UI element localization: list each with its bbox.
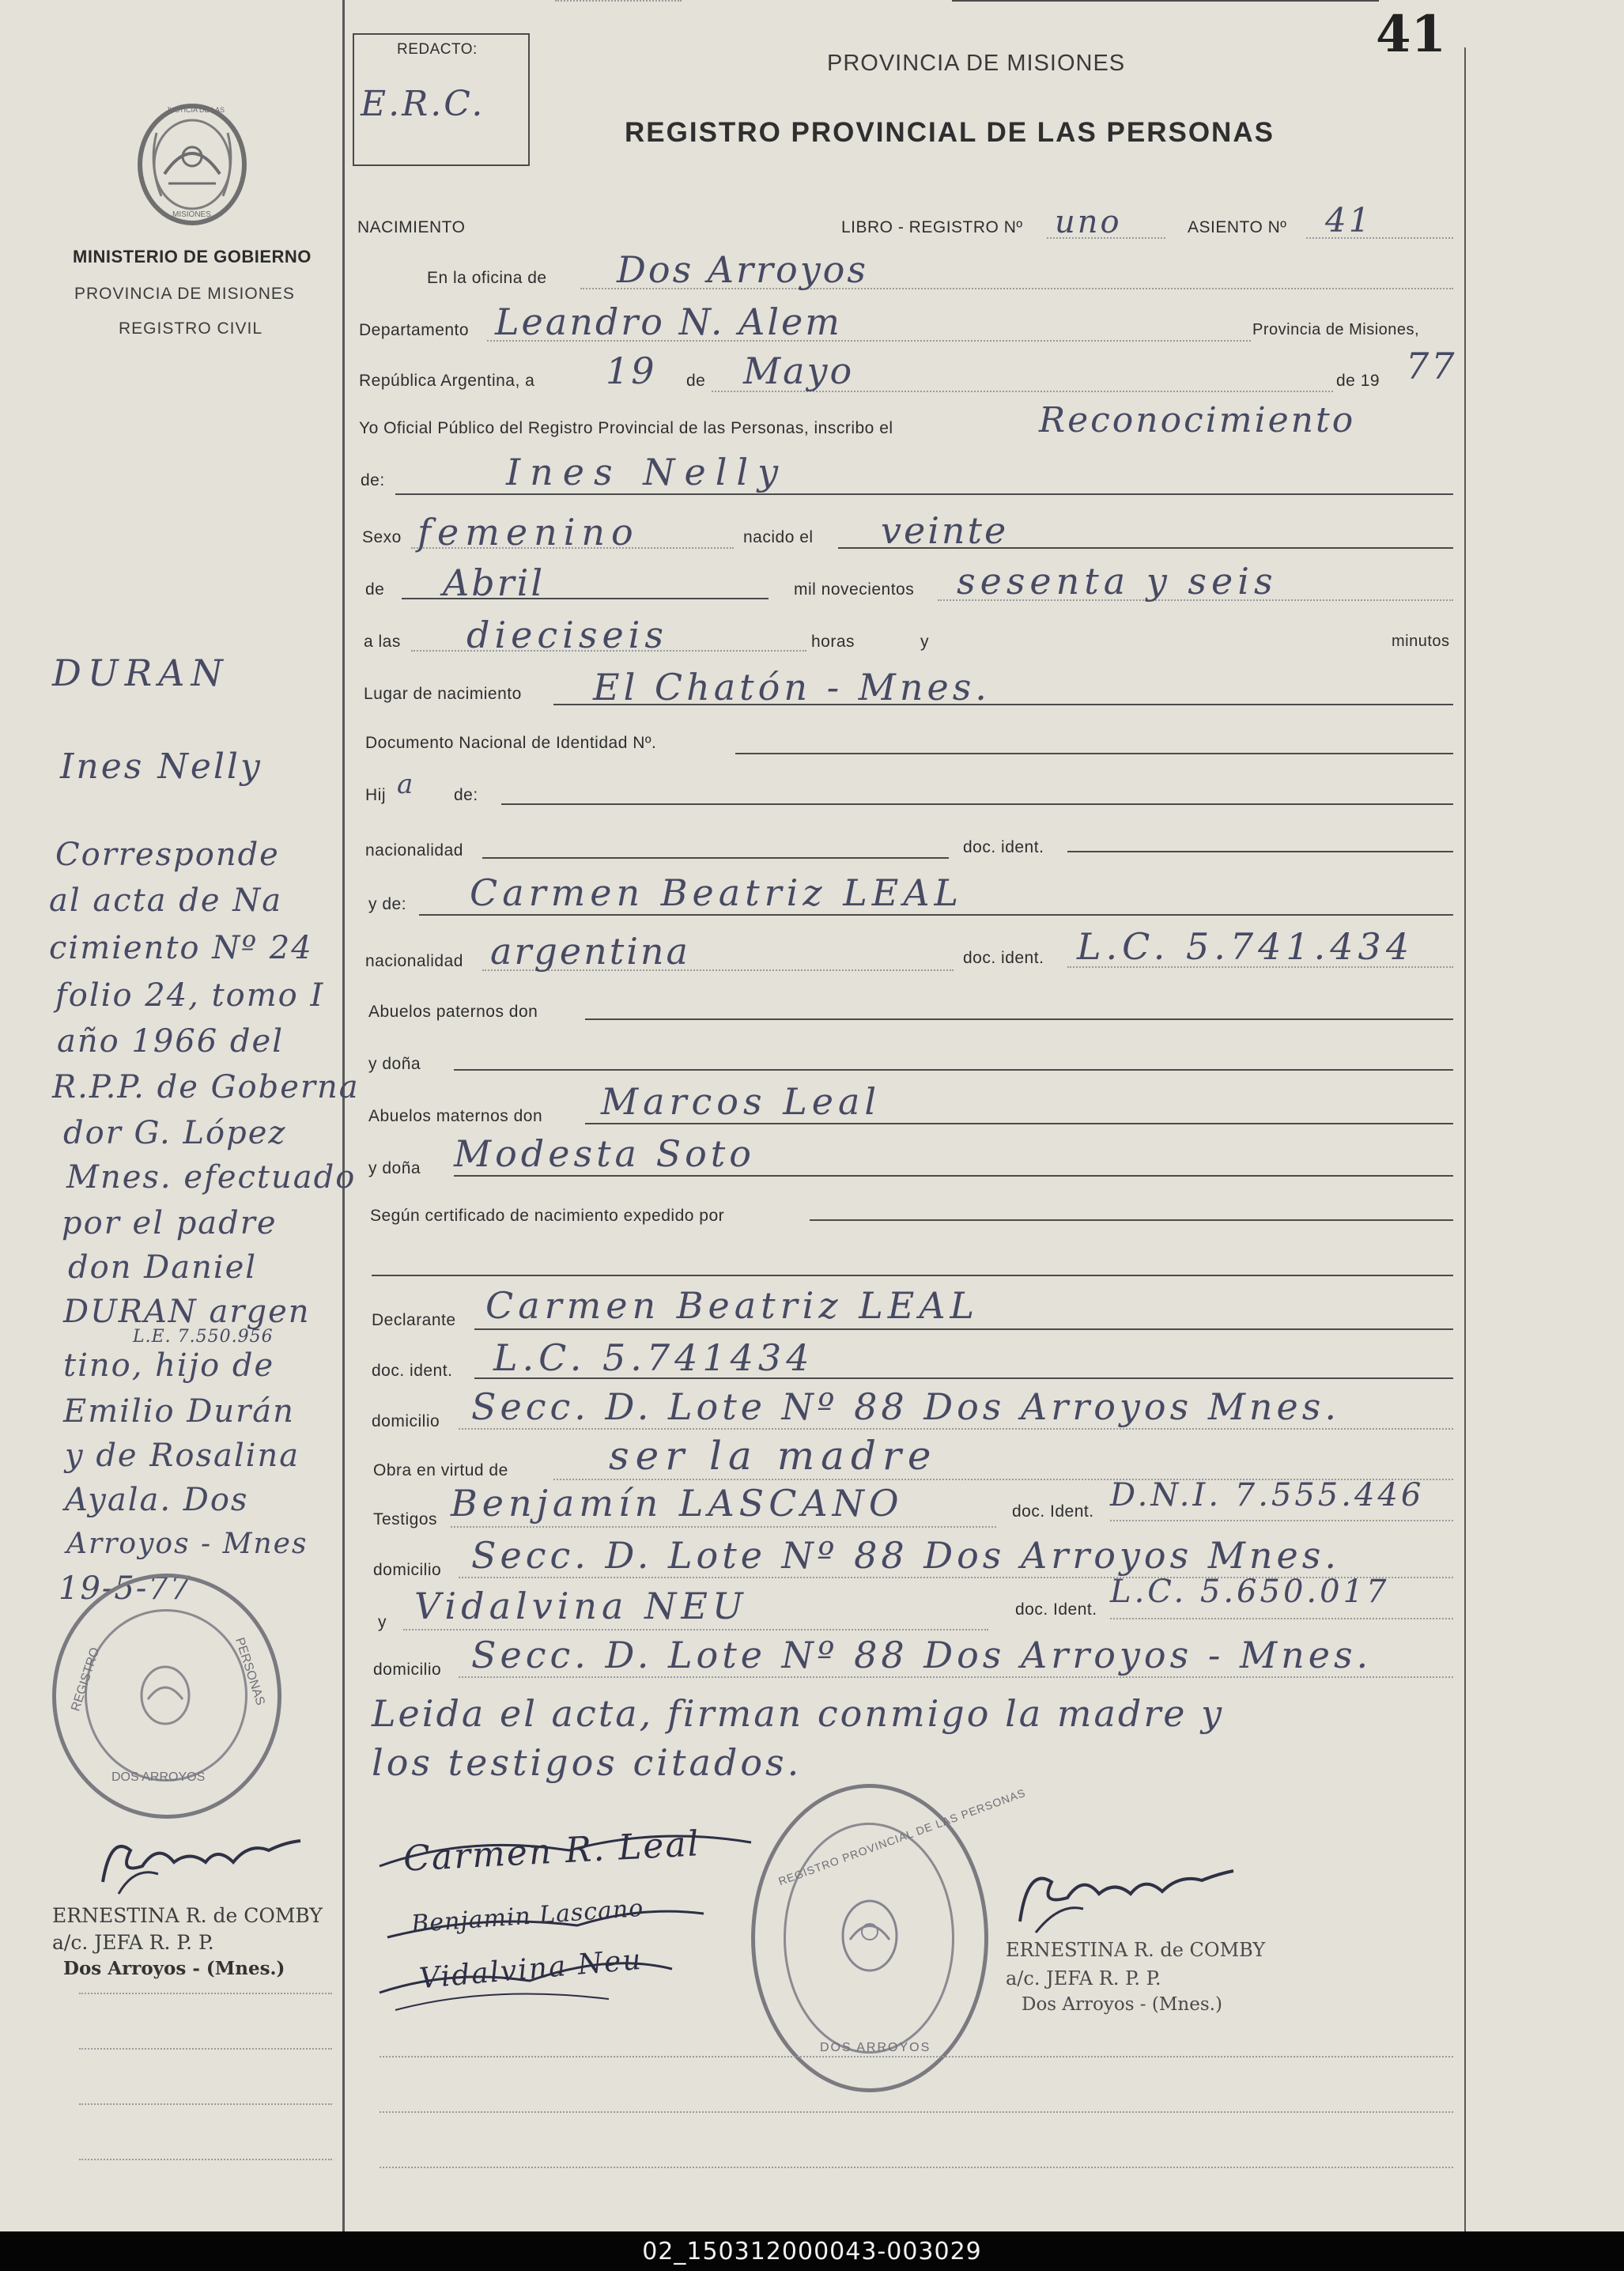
note-date: 19-5-77: [59, 1570, 192, 1607]
domicilio3-label: domicilio: [373, 1661, 442, 1679]
blank-line: [380, 2111, 1453, 2113]
ministry-title: MINISTERIO DE GOBIERNO: [73, 247, 312, 266]
emblem-text-top: JUSTICIA DE LAS: [166, 106, 225, 114]
docident5-label: doc. Ident.: [1015, 1600, 1097, 1619]
domicilio3-value: Secc. D. Lote Nº 88 Dos Arroyos - Mnes.: [471, 1634, 1373, 1676]
blank-line: [380, 2056, 1453, 2058]
testigos-label: Testigos: [373, 1510, 438, 1528]
y2-label: y: [378, 1613, 387, 1631]
redacto-label: REDACTO:: [397, 41, 478, 58]
note-line: y de Rosalina: [65, 1438, 300, 1474]
obra-label: Obra en virtud de: [373, 1461, 508, 1479]
ydona2-label: y doña: [368, 1159, 421, 1177]
alas-label: a las: [364, 633, 401, 651]
nacionalidad1-label: nacionalidad: [365, 841, 463, 860]
nombre-line: [395, 493, 1453, 495]
mil-label: mil novecientos: [794, 580, 915, 599]
note-line: folio 24, tomo I: [55, 977, 325, 1014]
sidebar-registry-stamp: [52, 1574, 281, 1819]
declarante-value: Carmen Beatriz LEAL: [485, 1284, 980, 1327]
alas-value: dieciseis: [466, 614, 669, 656]
provincia-label: Provincia de Misiones,: [1252, 321, 1420, 338]
right-margin-line: [1464, 47, 1466, 2231]
sidebar-officer-office: Dos Arroyos - (Mnes.): [63, 1958, 285, 1979]
sidebar-given-names: Ines Nelly: [60, 746, 262, 787]
docident5-line: [1110, 1618, 1453, 1619]
testigo1-value: Benjamín LASCANO: [451, 1482, 904, 1525]
emblem-text-bottom: MISIONES: [172, 210, 211, 219]
docident4-label: doc. Ident.: [1012, 1502, 1094, 1521]
stamp-text-bottom: DOS ARROYOS: [111, 1770, 206, 1784]
note-line: DURAN argen: [63, 1294, 311, 1330]
departamento-value: Leandro N. Alem: [495, 300, 842, 343]
sidebar-surname: DURAN: [52, 652, 229, 694]
coat-of-arms-emblem: [133, 101, 251, 228]
sexo-value: femenino: [417, 511, 640, 554]
seal-text-top: REGISTRO PROVINCIAL DE LAS PERSONAS: [776, 1785, 1028, 1888]
minutos-line: [952, 0, 1379, 2]
ydona1-line: [454, 1069, 1453, 1071]
day-line: [555, 0, 682, 2]
sidebar-officer-name: ERNESTINA R. de COMBY: [52, 1904, 323, 1927]
madre-line: [419, 914, 1453, 916]
abuelos-m-label: Abuelos maternos don: [368, 1107, 543, 1125]
signature-witness-2: Vidalvina Neu: [417, 1943, 644, 1996]
note-line: Emilio Durán: [63, 1393, 295, 1430]
hij-label: Hij: [365, 786, 386, 804]
note-line: Ayala. Dos: [65, 1482, 249, 1518]
asiento-label: ASIENTO Nº: [1188, 218, 1287, 236]
left-margin-line: [342, 0, 345, 2231]
asiento-value: 41: [1325, 201, 1373, 240]
nacimiento-label: NACIMIENTO: [357, 218, 466, 236]
ydona2-line: [454, 1175, 1453, 1177]
sidebar-province: PROVINCIA DE MISIONES: [74, 285, 295, 303]
note-line: dor G. López: [63, 1115, 287, 1151]
sexo-label: Sexo: [362, 528, 402, 546]
hij-line: [501, 803, 1453, 805]
segun-label: Según certificado de nacimiento expedido por: [370, 1207, 725, 1225]
docident5-value: L.C. 5.650.017: [1110, 1574, 1390, 1610]
declarante-label: Declarante: [372, 1311, 456, 1329]
year-value: 77: [1406, 345, 1457, 387]
testigo2-line: [403, 1629, 988, 1631]
horas-label: horas: [811, 633, 855, 651]
officer-name: ERNESTINA R. de COMBY: [1006, 1939, 1266, 1961]
redacto-initials: E.R.C.: [361, 84, 485, 124]
domicilio2-value: Secc. D. Lote Nº 88 Dos Arroyos Mnes.: [471, 1534, 1341, 1577]
testigo1-line: [451, 1526, 996, 1528]
nacido-label: nacido el: [743, 528, 814, 546]
sidebar-guide-line: [79, 2103, 332, 2105]
nacionalidad2-label: nacionalidad: [365, 952, 463, 970]
note-line: Mnes. efectuado: [66, 1159, 357, 1196]
docident1-label: doc. ident.: [963, 838, 1044, 856]
officer-office: Dos Arroyos - (Mnes.): [1022, 1994, 1222, 2015]
hij-de-label: de:: [454, 786, 478, 804]
minutos-label: minutos: [1392, 633, 1450, 650]
sidebar-officer-role: a/c. JEFA R. P. P.: [52, 1931, 214, 1954]
domicilio1-label: domicilio: [372, 1412, 440, 1430]
obra-value: ser la madre: [609, 1433, 938, 1479]
sidebar-registry: REGISTRO CIVIL: [119, 319, 263, 338]
month-birth-value: Abril: [443, 561, 546, 604]
seal-text-bottom: DOS ARROYOS: [820, 2041, 931, 2054]
signature-scribbles: [372, 1819, 767, 2024]
note-line: por el padre: [62, 1205, 278, 1241]
day-value: 19: [606, 350, 657, 392]
note-line: don Daniel: [68, 1249, 258, 1286]
note-line: cimiento Nº 24: [49, 930, 313, 966]
de2-label: de:: [361, 471, 385, 489]
departamento-label: Departamento: [359, 321, 470, 339]
oficial-value: Reconocimiento: [1039, 400, 1356, 440]
declarante-line: [474, 1328, 1453, 1330]
sidebar-guide-line: [79, 1993, 332, 1994]
note-line: Arroyos - Mnes: [66, 1528, 308, 1560]
segun-line-2: [372, 1275, 1453, 1276]
dni-label: Documento Nacional de Identidad Nº.: [365, 734, 657, 752]
abuelos-m-value: Marcos Leal: [601, 1080, 882, 1123]
de-label: de: [686, 372, 706, 390]
docident4-value: D.N.I. 7.555.446: [1110, 1477, 1425, 1513]
domicilio2-label: domicilio: [373, 1561, 442, 1579]
officer-role: a/c. JEFA R. P. P.: [1006, 1967, 1161, 1989]
yde-label: y de:: [368, 895, 407, 913]
note-line: tino, hijo de: [63, 1347, 275, 1384]
note-le-number: L.E. 7.550.956: [133, 1327, 274, 1347]
sidebar-officer-signature: [87, 1819, 308, 1898]
abuelos-p-label: Abuelos paternos don: [368, 1003, 538, 1021]
docident3-value: L.C. 5.741434: [493, 1336, 814, 1379]
docident3-label: doc. ident.: [372, 1362, 453, 1380]
oficina-label: En la oficina de: [427, 269, 547, 287]
stamp-text-right: PERSONAS: [232, 1635, 267, 1707]
year-label: de 19: [1336, 372, 1380, 390]
libro-value: uno: [1055, 204, 1122, 240]
note-line: R.P.P. de Goberna: [52, 1069, 360, 1105]
header-province: PROVINCIA DE MISIONES: [827, 51, 1126, 76]
signature-mother: Carmen R. Leal: [402, 1823, 701, 1880]
lugar-label: Lugar de nacimiento: [364, 685, 522, 703]
nacionalidad2-value: argentina: [490, 930, 690, 973]
oficial-label: Yo Oficial Público del Registro Provincial de las Personas, inscribo el: [359, 419, 893, 437]
page-title: REGISTRO PROVINCIAL DE LAS PERSONAS: [625, 117, 1275, 148]
nacido-value: veinte: [881, 509, 1009, 552]
domicilio3-line: [459, 1676, 1453, 1678]
nombre-value: Ines Nelly: [506, 451, 788, 493]
docident2-label: doc. ident.: [963, 949, 1044, 967]
abuelos-m-line: [585, 1123, 1453, 1124]
republica-label: República Argentina, a: [359, 372, 535, 390]
mil-value: sesenta y seis: [957, 560, 1278, 603]
hij-value: a: [397, 769, 416, 800]
docident1-line: [1067, 851, 1453, 852]
page-number: 41: [1376, 5, 1447, 64]
month-value: Mayo: [743, 350, 855, 392]
note-line: año 1966 del: [57, 1023, 284, 1060]
signature-witness-1: Benjamin Lascano: [410, 1894, 645, 1939]
redacto-box: [353, 33, 530, 166]
closing-line-1: Leida el acta, firman conmigo la madre y: [372, 1692, 1225, 1735]
sidebar-guide-line: [79, 2048, 332, 2050]
stamp-text-left: REGISTRO: [69, 1646, 103, 1714]
ydona1-label: y doña: [368, 1055, 421, 1073]
registry-seal-stamp: [751, 1784, 1028, 2092]
blank-line: [380, 2167, 1453, 2168]
officer-signature: [1004, 1850, 1241, 1937]
madre-value: Carmen Beatriz LEAL: [470, 871, 964, 914]
seal-emblem-icon: [834, 1892, 905, 1979]
nacionalidad1-line: [482, 857, 949, 859]
y-label: y: [920, 633, 929, 651]
ydona2-value: Modesta Soto: [454, 1132, 755, 1175]
de3-label: de: [365, 580, 385, 599]
footer-id: 02_150312000043-003029: [642, 2238, 982, 2265]
closing-line-2: los testigos citados.: [372, 1741, 803, 1784]
libro-label: LIBRO - REGISTRO Nº: [841, 218, 1023, 236]
domicilio1-line: [459, 1428, 1453, 1430]
dni-line: [735, 753, 1453, 754]
stamp-emblem-icon: [134, 1660, 197, 1731]
footer-bar: [0, 2231, 1624, 2271]
note-line: al acta de Na: [49, 882, 283, 919]
sidebar-guide-line: [79, 2159, 332, 2160]
abuelos-p-line: [585, 1018, 1453, 1020]
docident2-value: L.C. 5.741.434: [1077, 925, 1414, 968]
note-line: Corresponde: [55, 837, 280, 873]
segun-line: [810, 1219, 1453, 1221]
domicilio1-value: Secc. D. Lote Nº 88 Dos Arroyos Mnes.: [471, 1385, 1341, 1428]
testigo2-value: Vidalvina NEU: [414, 1585, 748, 1627]
lugar-value: El Chatón - Mnes.: [593, 666, 991, 709]
docident4-line: [1110, 1520, 1453, 1521]
oficina-value: Dos Arroyos: [617, 248, 868, 291]
